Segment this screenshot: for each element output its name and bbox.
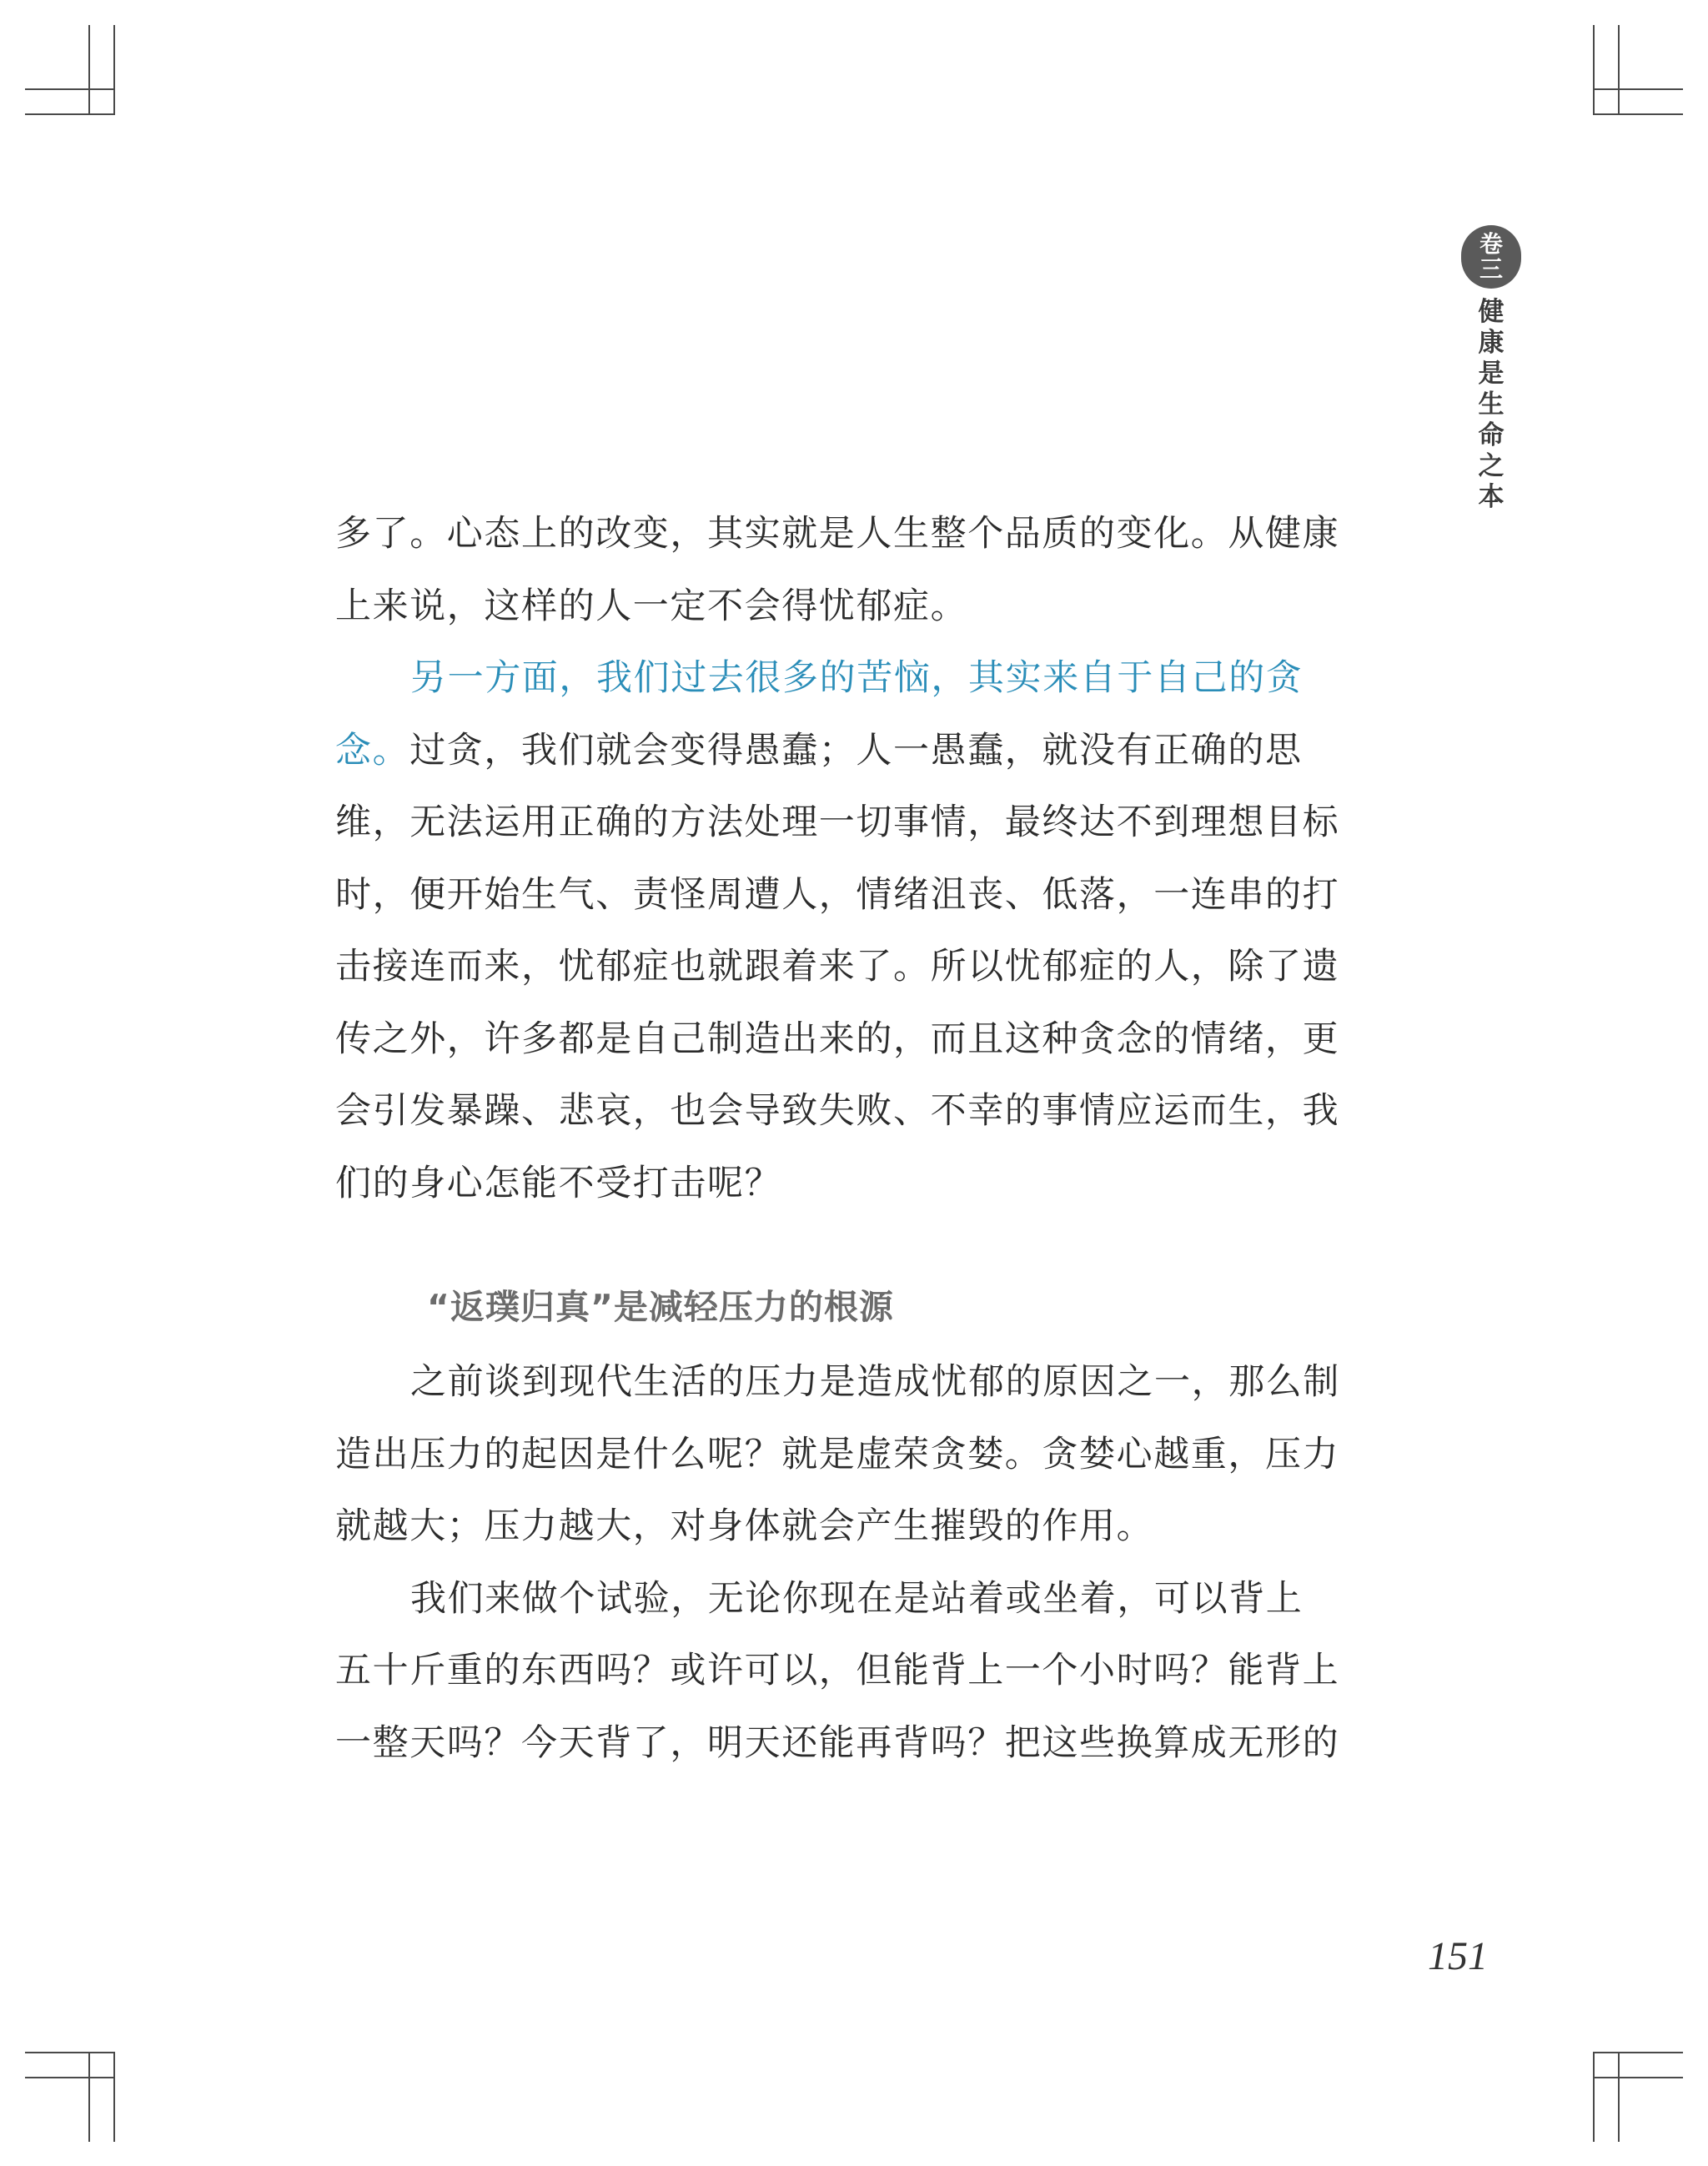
page-body (335, 498, 1344, 1779)
highlighted-text-line: 另一方面，我们过去很多的苦恼，其实来自于自己的贪 (410, 657, 1304, 699)
text-line: 造出压力的起因是什么呢？就是虚荣贪婪。贪婪心越重，压力 (335, 1433, 1340, 1475)
chapter-char: 本 (1478, 482, 1505, 512)
text-line: 传之外，许多都是自己制造出来的，而且这种贪念的情绪，更 (335, 1018, 1340, 1060)
crop-mark-bottom-right-horizontal (1593, 2052, 1683, 2053)
text-line: 时，便开始生气、责怪周遭人，情绪沮丧、低落，一连串的打 (335, 873, 1340, 916)
text-fragment: 过贪，我们就会变得愚蠢；人一愚蠢，就没有正确的思 (409, 729, 1303, 771)
volume-badge (1461, 225, 1521, 289)
text-line: 之前谈到现代生活的压力是造成忧郁的原因之一，那么制 (410, 1361, 1340, 1403)
text-line: 就越大；压力越大，对身体就会产生摧毁的作用。 (335, 1505, 1154, 1547)
volume-char: 卷 (1479, 230, 1503, 258)
crop-mark-top-left-vertical (88, 25, 90, 115)
chapter-char: 命 (1478, 420, 1505, 450)
volume-char: 三 (1479, 255, 1503, 283)
chapter-title-vertical (1479, 297, 1505, 513)
text-line: 一整天吗？今天背了，明天还能再背吗？把这些换算成无形的 (335, 1721, 1340, 1764)
text-line: 击接连而来，忧郁症也就跟着来了。所以忧郁症的人，除了遗 (335, 946, 1340, 988)
chapter-char: 健 (1478, 297, 1505, 327)
text-line: 会引发暴躁、悲哀，也会导致失败、不幸的事情应运而生，我 (335, 1090, 1340, 1132)
text-line: 们的身心怎能不受打击呢？ (335, 1162, 782, 1204)
crop-mark-top-left-horizontal-inner (25, 113, 115, 115)
crop-mark-top-left-vertical-outer (113, 25, 115, 115)
chapter-char: 生 (1478, 389, 1505, 420)
crop-mark-bottom-left-horizontal (25, 2052, 115, 2053)
crop-mark-top-right-horizontal-inner (1593, 113, 1683, 115)
text-line: 我们来做个试验，无论你现在是站着或坐着，可以背上 (410, 1577, 1304, 1620)
chapter-side-tab (1461, 225, 1521, 513)
crop-mark-bottom-left-horizontal-inner (25, 2077, 115, 2078)
crop-mark-bottom-right-vertical (1618, 2052, 1620, 2142)
crop-mark-bottom-left-vertical (88, 2052, 90, 2142)
chapter-char: 康 (1478, 328, 1505, 358)
crop-mark-top-right-vertical-outer (1593, 25, 1595, 115)
text-line: 多了。心态上的改变，其实就是人生整个品质的变化。从健康 (335, 513, 1340, 555)
crop-mark-bottom-left-vertical-outer (113, 2052, 115, 2142)
text-line: 上来说，这样的人一定不会得忧郁症。 (335, 585, 968, 627)
page-number: 151 (1428, 1934, 1488, 1978)
section-heading: “返璞归真”是减轻压力的根源 (427, 1287, 894, 1327)
text-line: 五十斤重的东西吗？或许可以，但能背上一个小时吗？能背上 (335, 1650, 1340, 1691)
highlighted-text-fragment: 念。 (335, 729, 410, 771)
chapter-char: 之 (1478, 451, 1505, 481)
chapter-char: 是 (1478, 359, 1505, 389)
crop-mark-top-left-horizontal (25, 88, 115, 90)
crop-mark-bottom-right-vertical-outer (1593, 2052, 1595, 2142)
crop-mark-top-right-vertical (1618, 25, 1620, 115)
crop-mark-top-right-horizontal (1593, 88, 1683, 90)
text-line (335, 715, 1344, 787)
crop-mark-bottom-right-horizontal-inner (1593, 2077, 1683, 2078)
text-line: 维，无法运用正确的方法处理一切事情，最终达不到理想目标 (335, 802, 1340, 843)
